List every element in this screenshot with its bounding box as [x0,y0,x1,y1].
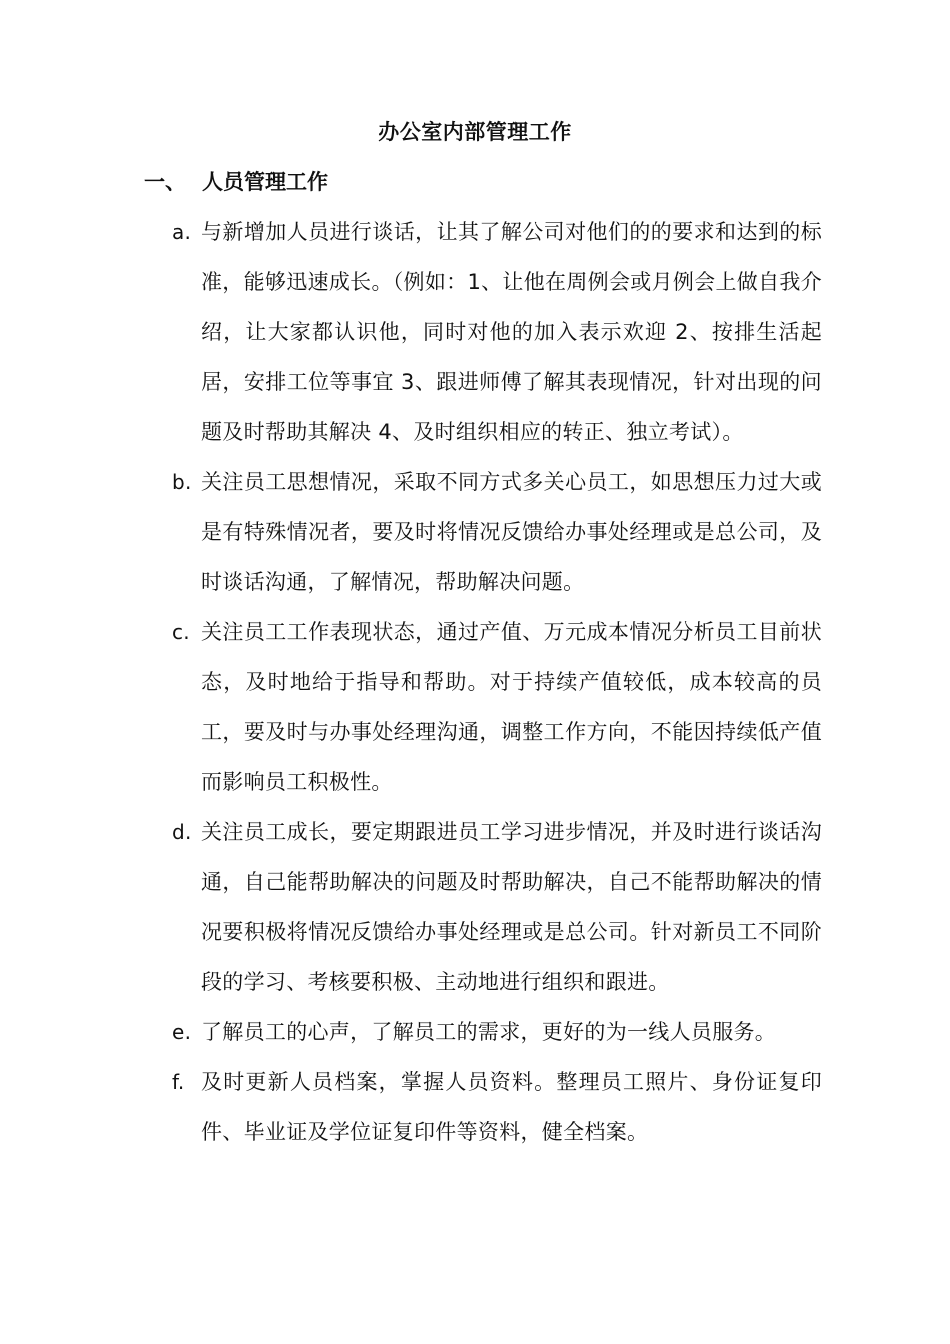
list-item-f [172,1057,822,1157]
item-list [172,207,822,1157]
section-heading [144,166,328,198]
section-number: 一、 [144,170,186,194]
item-marker: c. [172,620,190,644]
item-marker: f. [172,1070,185,1094]
item-text: 关注员工成长，要定期跟进员工学习进步情况，并及时进行谈话沟通，自己能帮助解决的问题及时帮助解决，自己不能帮助解决的情况要积极将情况反馈给办事处经理或是总公司。针对新员工不同阶段的学习、考核要积极、主动地进行组织和跟进。 [201,820,822,994]
item-text: 及时更新人员档案，掌握人员资料。整理员工照片、身份证复印件、毕业证及学位证复印件等资料，健全档案。 [201,1070,822,1144]
item-text: 关注员工工作表现状态，通过产值、万元成本情况分析员工目前状态，及时地给于指导和帮助。对于持续产值较低，成本较高的员工，要及时与办事处经理沟通，调整工作方向，不能因持续低产值而影响员工积极性。 [201,620,822,794]
item-marker: b. [172,470,192,494]
item-marker: a. [172,220,192,244]
item-text: 了解员工的心声，了解员工的需求，更好的为一线人员服务。 [201,1020,777,1044]
list-item-b [172,457,822,607]
list-item-a [172,207,822,457]
section-heading-text: 人员管理工作 [202,170,328,194]
item-text: 与新增加人员进行谈话，让其了解公司对他们的的要求和达到的标准，能够迅速成长。（例如：1、让他在周例会或月例会上做自我介绍，让大家都认识他，同时对他的加入表示欢迎 2、按排生活起居，安排工位等事宜 3、跟进师傅了解其表现情况，针对出现的问题及时帮助其解决 4、及时组织相应的转正、独立考试）。 [201,220,822,444]
list-item-d [172,807,822,1007]
item-marker: e. [172,1020,192,1044]
list-item-e [172,1007,822,1057]
list-item-c [172,607,822,807]
item-text: 关注员工思想情况，采取不同方式多关心员工，如思想压力过大或是有特殊情况者，要及时将情况反馈给办事处经理或是总公司，及时谈话沟通，了解情况，帮助解决问题。 [201,470,822,594]
item-marker: d. [172,820,192,844]
document-title: 办公室内部管理工作 [378,120,572,144]
